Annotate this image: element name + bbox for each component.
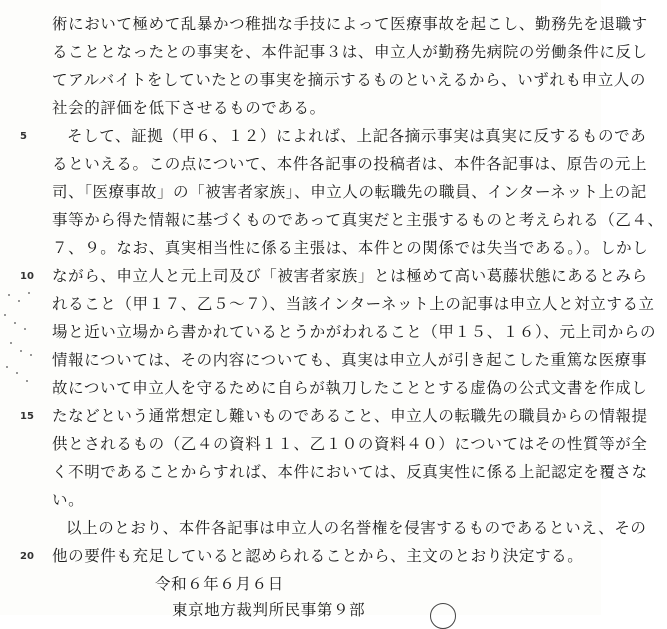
text-line: ７、９。なお、真実相当性に係る主張は、本件との関係では失当である。）。しかし bbox=[52, 239, 649, 257]
text-line: たなどという通常想定し難いものであること、申立人の転職先の職員からの情報提 bbox=[52, 407, 648, 425]
text-line: れること（甲１７、乙５～７）、当該インターネット上の記事は申立人と対立する立 bbox=[52, 295, 655, 313]
line-number: 15 bbox=[20, 411, 34, 422]
text-line: く不明であることからすれば、本件においては、反真実性に係る上記認定を覆さな bbox=[52, 463, 648, 481]
court-name: 東京地方裁判所民事第９部 bbox=[172, 601, 366, 619]
text-line: 事等から得た情報に基づくものであって真実だと主張するものと考えられる（乙４、 bbox=[52, 211, 664, 229]
text-line: 以上のとおり、本件各記事は申立人の名誉権を侵害するものであるといえ、その bbox=[66, 519, 647, 537]
text-line: てアルバイトをしていたとの事実を摘示するものといえるから、いずれも申立人の bbox=[52, 71, 646, 89]
text-line: ることとなったとの事実を、本件記事３は、申立人が勤務先病院の労働条件に反し bbox=[52, 43, 648, 61]
text-line: 故について申立人を守るために自らが執刀したこととする虚偽の公式文書を作成し bbox=[52, 379, 648, 397]
text-line: い。 bbox=[52, 491, 85, 509]
text-line: 場と近い立場から書かれているとうかがわれること（甲１５、１６）、元上司からの bbox=[52, 323, 657, 341]
text-line: ながら、申立人と元上司及び「被害者家族」とは極めて高い葛藤状態にあるとみら bbox=[52, 267, 648, 285]
line-number: 10 bbox=[20, 271, 34, 282]
line-number: 5 bbox=[20, 131, 27, 142]
text-line: 司、「医療事故」の「被害者家族」、申立人の転職先の職員、インターネット上の記 bbox=[52, 183, 647, 201]
text-line: 術において極めて乱暴かつ稚拙な手技によって医療事故を起こし、勤務先を退職す bbox=[52, 15, 648, 33]
text-line: るといえる。この点について、本件各記事の投稿者は、本件各記事は、原告の元上 bbox=[52, 155, 648, 173]
decision-date: 令和６年６月６日 bbox=[155, 575, 284, 593]
text-line: 社会的評価を低下させるものである。 bbox=[52, 99, 326, 117]
seal-stamp bbox=[430, 603, 456, 629]
text-line: そして、証拠（甲６、１２）によれば、上記各摘示事実は真実に反するものであ bbox=[67, 127, 647, 145]
line-number: 20 bbox=[20, 551, 34, 562]
binding-dots bbox=[0, 290, 40, 400]
text-line: 他の要件も充足していると認められることから、主文のとおり決定する。 bbox=[52, 547, 584, 565]
text-line: 情報については、その内容についても、真実は申立人が引き起こした重篤な医療事 bbox=[52, 351, 648, 369]
text-line: 供とされるもの（乙４の資料１１、乙１０の資料４０）についてはその性質等が全 bbox=[52, 435, 648, 453]
